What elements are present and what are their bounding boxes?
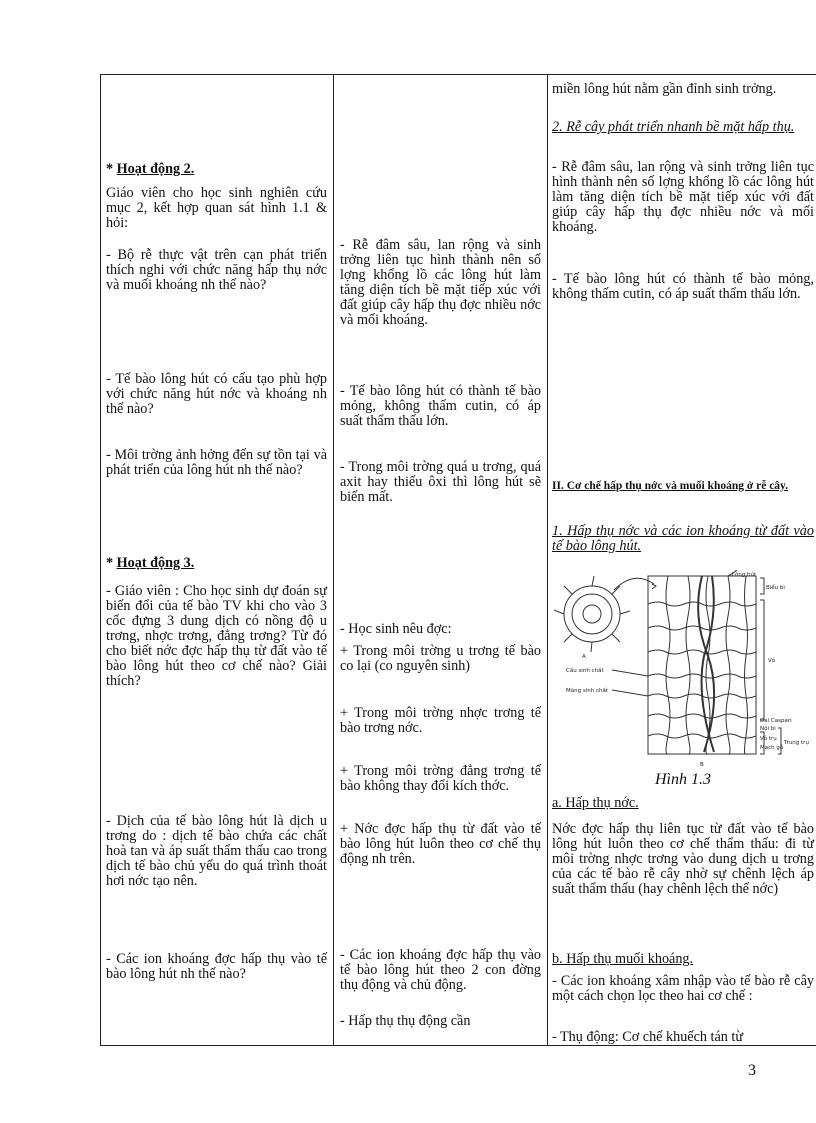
col3-paragraph: miền lông hút nằm gần đỉnh sinh trởng. xyxy=(552,81,777,97)
col3-paragraph: - Rễ đâm sâu, lan rộng và sinh trởng liên tục hình thành nên số lợng khổng lồ các lông hút làm tăng diện tích bề mặt tiếp xúc với đất giúp cây hấp thụ đợc nhiều nớc và mối khoáng. xyxy=(552,159,814,235)
col2-paragraph: - Tế bào lông hút có thành tế bào mỏng, không thấm cutin, có áp suất thẩm thấu lớn. xyxy=(340,383,541,429)
col2-paragraph: - Rễ đâm sâu, lan rộng và sinh trởng liên tục hình thành nên số lợng khổng lồ các lông hút làm tăng diện tích bề mặt tiếp xúc với đất giúp cây hấp thụ đợc nhiều nớc và mối khoáng. xyxy=(340,237,541,328)
col2-paragraph: - Hấp thụ thụ động cần xyxy=(340,1013,471,1029)
heading-marker: * xyxy=(106,555,117,571)
content-column xyxy=(548,74,816,1046)
col3-paragraph: - Thụ động: Cơ chế khuếch tán từ xyxy=(552,1029,744,1045)
col2-paragraph: - Trong môi trờng quá u trơng, quá axit hay thiếu ôxi thì lông hút sẽ biến mất. xyxy=(340,459,541,505)
label-B: B xyxy=(700,762,704,768)
col2-paragraph: + Trong môi trờng đẳng trơng tế bào không thay đổi kích thớc. xyxy=(340,763,541,794)
figure-caption: Hình 1.3 xyxy=(655,771,711,788)
label-dai-caspari: Đai Caspari xyxy=(760,718,792,724)
col1-paragraph: - Tế bào lông hút có cấu tạo phù hợp với chức năng hút nớc và khoáng nh thế nào? xyxy=(106,371,327,417)
col1-paragraph: Giáo viên cho học sinh nghiên cứu mục 2, kết hợp quan sát hình 1.1 & hỏi: xyxy=(106,185,327,231)
col2-paragraph: + Trong môi trờng nhợc trơng tế bào trơng nớc. xyxy=(340,705,541,736)
subsection-2-title: 2. Rễ cây phát triển nhanh bề mặt hấp thụ. xyxy=(552,119,795,135)
page-number: 3 xyxy=(748,1062,756,1079)
label-trung-tru: Trung trụ xyxy=(784,740,809,746)
label-mach-go: Mạch gỗ xyxy=(760,745,784,751)
col1-paragraph: - Giáo viên : Cho học sinh dự đoán sự biến đổi của tế bào TV khi cho vào 3 cốc đựng 3 dung dịch có nồng độ u trơng, nhợc trơng, đẳng trơng? Từ đó cho biết nớc đợc hấp thụ từ đất vào tế bào lông hút theo cơ chế nào? Giải thích? xyxy=(106,583,327,689)
subsection-b-title: b. Hấp thụ muối khoáng. xyxy=(552,951,694,967)
label-noi-bi: Nội bì xyxy=(760,726,776,732)
col3-paragraph: Nớc đợc hấp thụ liên tục từ đất vào tế bào lông hút luôn theo cơ chế thẩm thấu: đi từ môi trờng nhợc trơng vào dung dịch u trơng của các tế bào rễ cây nhờ sự chênh lệch áp suất thẩm thấu (hay chênh lệch thế nớc) xyxy=(552,821,814,897)
col3-paragraph: - Tế bào lông hút có thành tế bào mỏng, không thấm cutin, có áp suất thẩm thấu lớn. xyxy=(552,271,814,302)
activity-2-title: Hoạt động 2. xyxy=(116,161,195,177)
label-vo-tru: Vỏ trụ xyxy=(760,736,777,742)
col1-paragraph: - Môi trờng ảnh hởng đến sự tồn tại và phát triển của lông hút nh thế nào? xyxy=(106,447,327,478)
student-activity-column xyxy=(334,74,547,1046)
col2-paragraph: - Các ion khoáng đợc hấp thụ vào tế bào lông hút theo 2 con đờng thụ động và chủ động. xyxy=(340,947,541,993)
label-A: A xyxy=(582,654,586,660)
activity-3-heading xyxy=(106,556,327,571)
activity-3-title: Hoạt động 3. xyxy=(116,555,195,571)
col3-paragraph: - Các ion khoáng xâm nhập vào tế bào rễ cây một cách chọn lọc theo hai cơ chế : xyxy=(552,973,814,1004)
col1-paragraph: - Dịch của tế bào lông hút là dịch u trơng do : dịch tế bào chứa các chất hoà tan và áp suất thẩm thấu cao trong dịch tế bào chủ yếu do quá trình thoát hơi nớc tạo nên. xyxy=(106,813,327,889)
label-long-hut: Lông hút xyxy=(732,572,757,578)
subsection-1-title: 1. Hấp thụ nớc và các ion khoáng từ đất vào tế bào lông hút. xyxy=(552,523,814,554)
col2-paragraph: + Trong môi trờng u trơng tế bào co lại (co nguyên sinh) xyxy=(340,643,541,674)
label-bieu-bi: Biểu bì xyxy=(766,585,785,591)
section-II-title xyxy=(552,480,814,493)
label-mang-sinh-chat: Màng sinh chất xyxy=(566,688,608,694)
root-diagram-svg xyxy=(552,570,816,770)
col2-paragraph: - Học sinh nêu đợc: xyxy=(340,621,452,637)
root-cross-section-figure xyxy=(552,570,816,770)
label-vo: Vỏ xyxy=(768,658,776,664)
teacher-activity-column xyxy=(100,74,333,1046)
section-title-text: Cơ chế hấp thụ nớc và muối khoáng ở rễ cây. xyxy=(563,480,789,492)
lesson-table xyxy=(100,74,816,1046)
label-chat-te-bao: Cầu sinh chất xyxy=(566,668,604,674)
subsection-a-title: a. Hấp thụ nớc. xyxy=(552,795,639,811)
col1-paragraph: - Các ion khoáng đợc hấp thụ vào tế bào lông hút nh thế nào? xyxy=(106,951,327,982)
col2-paragraph: + Nớc đợc hấp thụ từ đất vào tế bào lông hút luôn theo cơ chế thụ động nh trên. xyxy=(340,821,541,867)
activity-2-heading xyxy=(106,162,327,177)
section-roman-numeral: II. xyxy=(552,480,564,492)
heading-marker: * xyxy=(106,161,117,177)
col1-paragraph: - Bộ rễ thực vật trên cạn phát triển thích nghi với chức năng hấp thụ nớc và muối khoáng nh thế nào? xyxy=(106,247,327,293)
